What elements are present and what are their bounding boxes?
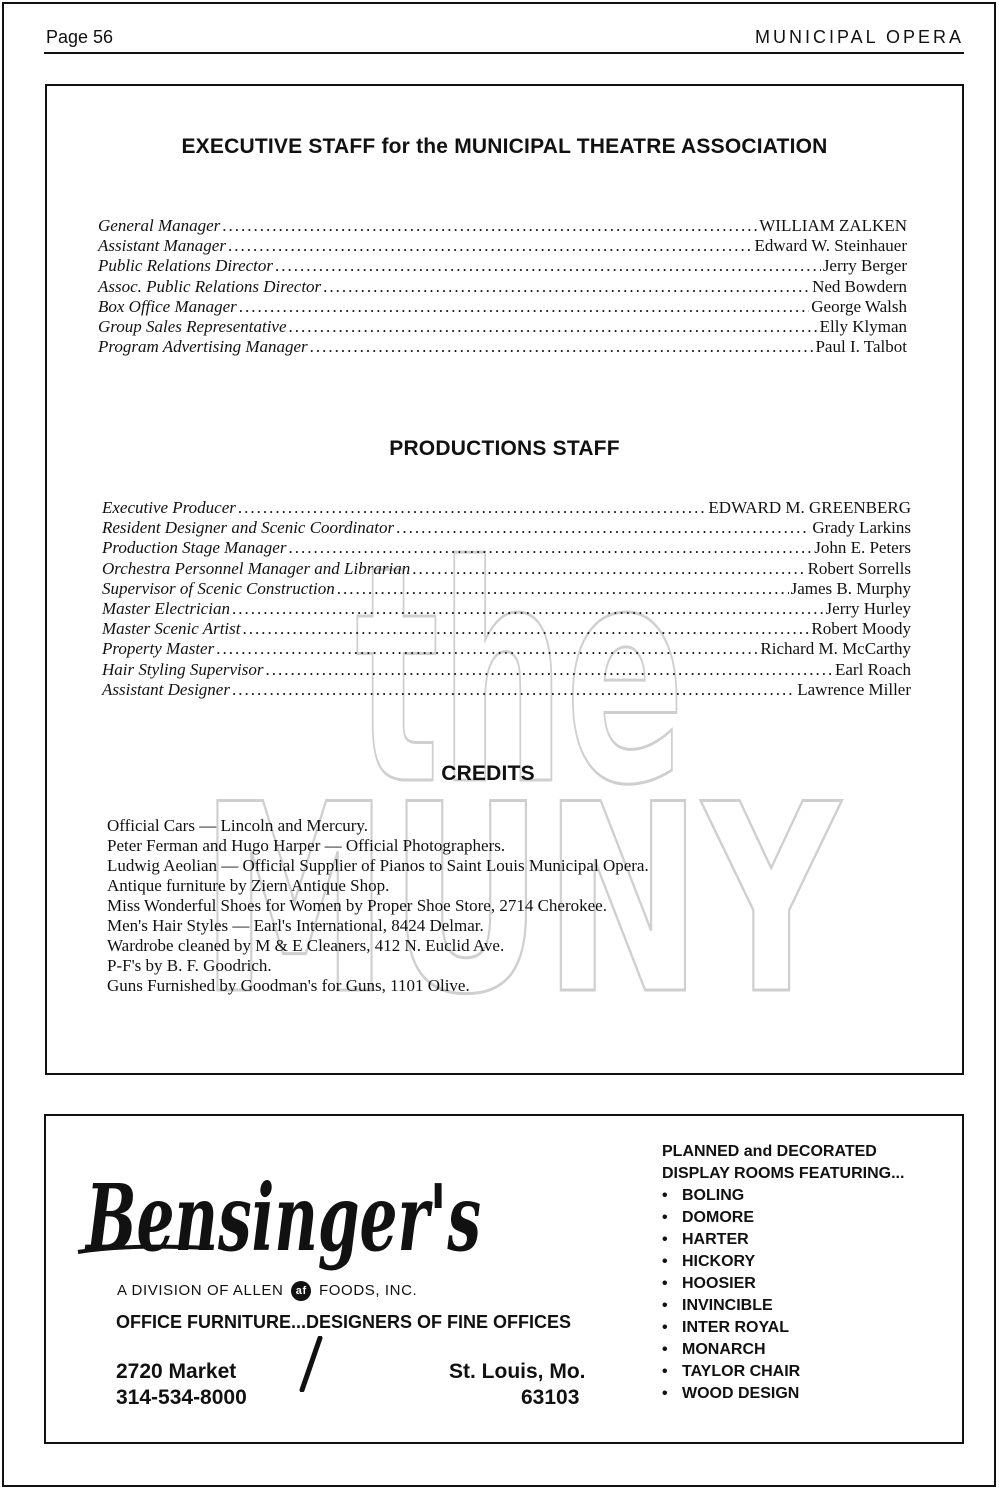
productions-staff-name: Earl Roach [835,659,911,679]
productions-staff-role: Master Electrician [102,599,230,618]
productions-staff-role: Supervisor of Scenic Construction [102,578,335,598]
division-prefix: A DIVISION OF ALLEN [117,1281,284,1299]
credit-line: Ludwig Aeolian — Official Supplier of Pianos to Saint Louis Municipal Opera. [107,856,649,875]
dot-leader [238,498,707,518]
executive-staff-row [98,317,907,337]
dot-leader [412,559,805,579]
bullet-icon: • [662,1341,668,1358]
productions-staff-name: Jerry Hurley [825,599,911,618]
decorative-slash [296,1336,326,1392]
credit-line: Official Cars — Lincoln and Mercury. [107,816,369,835]
executive-staff-row [98,337,907,357]
bullet-icon: • [662,1187,668,1204]
dot-leader [228,236,753,256]
brand-item [662,1185,904,1207]
allen-foods-mark: af [291,1281,311,1301]
brand-item [662,1317,904,1339]
dot-leader [239,297,809,317]
productions-staff-name: Lawrence Miller [797,679,911,699]
executive-staff-name: Jerry Berger [822,256,907,276]
executive-staff-name: George Walsh [811,296,907,316]
dot-leader [289,317,818,337]
watermark-muny: MUNY [200,750,842,1010]
division-suffix: FOODS, INC. [319,1281,418,1299]
credit-line: Peter Ferman and Hugo Harper — Official Photographers. [107,836,506,855]
productions-staff-role: Property Master [102,639,215,659]
executive-staff-role: Public Relations Director [98,256,274,276]
brand-name: MONARCH [682,1341,766,1358]
page-number: Page 56 [46,27,114,47]
credit-line: Wardrobe cleaned by M & E Cleaners, 412 N. Euclid Ave. [107,936,505,955]
executive-staff-role: Assistant Manager [98,236,226,256]
executive-staff-role: General Manager [98,216,221,235]
bullet-icon: • [662,1363,668,1380]
brand-list [662,1185,904,1405]
productions-staff-row [102,498,911,518]
brand-item [662,1361,904,1383]
brand-item [662,1207,904,1229]
dot-leader [222,216,757,236]
productions-staff-row [102,639,911,659]
credits-heading: CREDITS [441,762,535,785]
brand-name: INTER ROYAL [682,1319,789,1336]
executive-staff-role: Box Office Manager [98,296,237,316]
productions-staff-role: Production Stage Manager [102,538,287,558]
productions-staff-row [102,518,911,538]
productions-staff-role: Master Scenic Artist [102,619,241,639]
executive-staff-name: Elly Klyman [819,317,907,336]
ad-phone: 314-534-8000 [116,1386,247,1409]
credit-line: Antique furniture by Ziern Antique Shop. [107,876,390,895]
bullet-icon: • [662,1319,668,1336]
bullet-icon: • [662,1385,668,1402]
bensingers-logo [68,1132,488,1282]
dot-leader [232,599,824,619]
brand-name: HOOSIER [682,1275,756,1292]
productions-staff-row [102,538,911,558]
ad-city: St. Louis, Mo. [449,1360,586,1383]
brand-name: HARTER [682,1231,749,1248]
credit-line: Guns Furnished by Goodman's for Guns, 1101 Olive. [107,976,470,995]
bullet-icon: • [662,1231,668,1248]
brand-name: HICKORY [682,1253,756,1270]
header-rule [44,52,964,54]
ad-division-line [117,1281,417,1301]
productions-staff-row [102,559,911,579]
executive-staff-row [98,297,907,317]
credit-line: Men's Hair Styles — Earl's International, 8424 Delmar. [107,916,484,935]
dot-leader [396,518,810,538]
productions-staff-name: Robert Moody [811,619,911,639]
bullet-icon: • [662,1209,668,1226]
dot-leader [216,639,758,659]
productions-staff-row [102,619,911,639]
credit-line: P-F's by B. F. Goodrich. [107,956,272,975]
display-rooms-block [662,1141,904,1405]
executive-staff-heading: EXECUTIVE STAFF for the MUNICIPAL THEATRE ASSOCIATION [181,135,828,158]
productions-staff-role: Resident Designer and Scenic Coordinator [102,518,395,538]
productions-staff-row [102,599,911,619]
executive-staff-role: Group Sales Representative [98,317,287,336]
executive-staff-name: WILLIAM ZALKEN [759,216,907,235]
bullet-icon: • [662,1297,668,1314]
executive-staff-name: Edward W. Steinhauer [754,236,907,256]
productions-staff-row [102,680,911,700]
productions-staff-row [102,579,911,599]
productions-staff-name: James B. Murphy [790,578,911,598]
executive-staff-name: Paul I. Talbot [815,337,907,357]
dot-leader [288,538,812,558]
brand-item [662,1339,904,1361]
brand-item [662,1273,904,1295]
productions-staff-name: Grady Larkins [812,518,911,538]
credits-list [107,816,649,996]
brand-name: BOLING [682,1187,745,1204]
productions-staff-row [102,660,911,680]
executive-staff-row [98,236,907,256]
watermark-the: the [355,520,685,851]
brand-name: TAYLOR CHAIR [682,1363,801,1380]
brand-name: WOOD DESIGN [682,1385,800,1402]
ad-tagline: OFFICE FURNITURE...DESIGNERS OF FINE OFFICES [116,1312,572,1332]
productions-staff-name: Robert Sorrells [807,558,911,578]
credit-line: Miss Wonderful Shoes for Women by Proper Shoe Store, 2714 Cherokee. [107,896,607,915]
executive-staff-role: Assoc. Public Relations Director [98,276,322,296]
executive-staff-row [98,216,907,236]
productions-staff-role: Executive Producer [102,498,236,517]
productions-staff-name: John E. Peters [814,538,911,558]
brand-name: DOMORE [682,1209,754,1226]
productions-staff-name: Richard M. McCarthy [760,639,911,659]
ad-address: 2720 Market [116,1360,237,1383]
dot-leader [337,579,789,599]
dot-leader [310,337,814,357]
productions-staff-name: EDWARD M. GREENBERG [708,498,911,517]
executive-staff-role: Program Advertising Manager [98,337,308,357]
bullet-icon: • [662,1253,668,1270]
dot-leader [323,277,810,297]
publication-title: MUNICIPAL OPERA [754,27,964,47]
brand-name: INVINCIBLE [682,1297,773,1314]
dot-leader [232,680,795,700]
dot-leader [243,619,810,639]
productions-staff-heading: PRODUCTIONS STAFF [389,437,620,460]
dot-leader [266,660,834,680]
brand-item [662,1229,904,1251]
brand-item [662,1251,904,1273]
executive-staff-row [98,256,907,276]
brand-item [662,1295,904,1317]
bensingers-logo-text: Bensinger's [84,1164,482,1272]
productions-staff-role: Hair Styling Supervisor [102,659,264,679]
ad-zip: 63103 [521,1386,580,1409]
display-heading-2: DISPLAY ROOMS FEATURING... [662,1165,905,1182]
executive-staff-row [98,277,907,297]
dot-leader [275,256,821,276]
brand-item [662,1383,904,1405]
productions-staff-role: Orchestra Personnel Manager and Librarian [102,558,411,578]
bullet-icon: • [662,1275,668,1292]
display-heading-1: PLANNED and DECORATED [662,1143,877,1160]
productions-staff-role: Assistant Designer [102,679,230,699]
executive-staff-name: Ned Bowdern [812,276,907,296]
